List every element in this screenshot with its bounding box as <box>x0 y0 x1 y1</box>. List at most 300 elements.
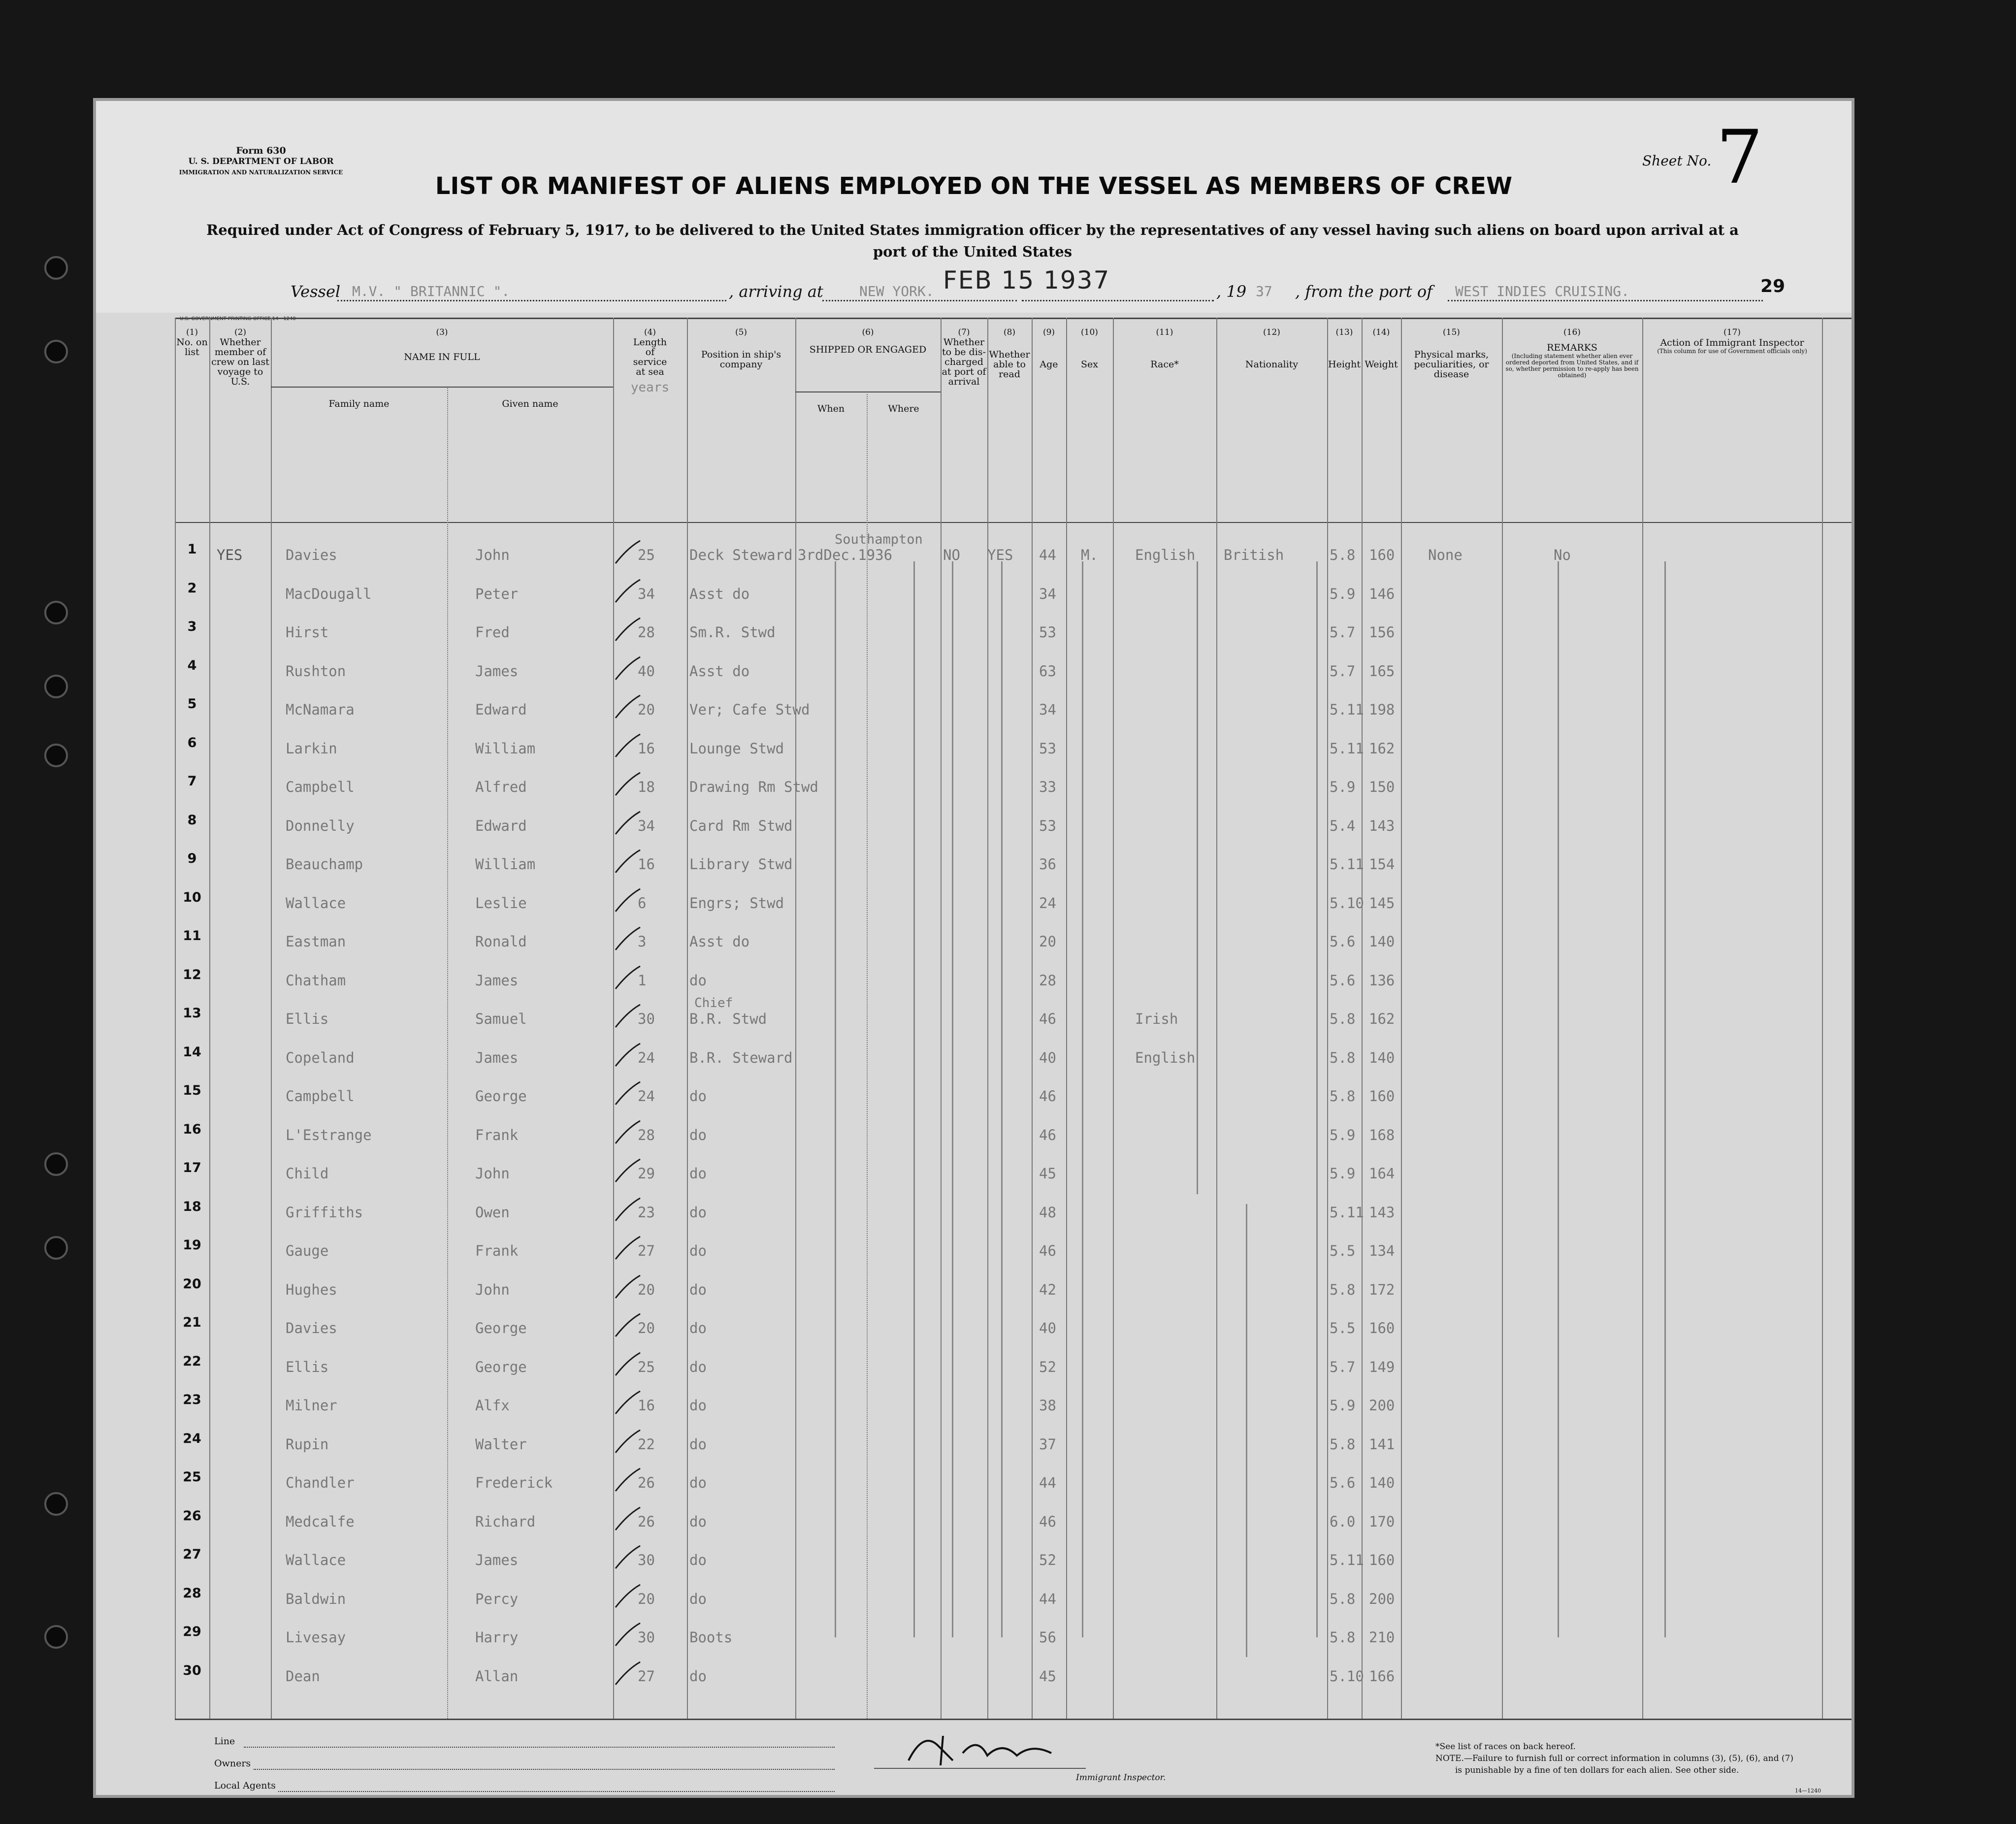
ditto-line <box>1082 561 1083 1637</box>
cell-given: William <box>475 856 536 873</box>
cell-age: 20 <box>1039 933 1056 950</box>
tally-mark <box>611 809 645 838</box>
header-col-9 <box>1032 327 1066 369</box>
cell-weight: 170 <box>1369 1513 1395 1530</box>
cell-given: Harry <box>475 1629 519 1646</box>
cell-family: Davies <box>286 1320 337 1336</box>
cell-family: Medcalfe <box>286 1513 355 1530</box>
cell-age: 40 <box>1039 1049 1056 1066</box>
ditto-line <box>1316 561 1318 1637</box>
tally-mark <box>611 924 645 954</box>
cell-height: 5.11 <box>1330 1204 1364 1221</box>
column-divider <box>1362 318 1363 1719</box>
signature-line <box>874 1768 1086 1769</box>
race-note: *See list of races on back hereof. <box>1435 1742 1576 1752</box>
cell-age: 52 <box>1039 1358 1056 1375</box>
line-label: Line <box>214 1736 235 1747</box>
cell-weight: 149 <box>1369 1358 1395 1375</box>
header-col-5-number: (5) <box>735 327 748 337</box>
header-col-7-text: Whether to be dis-charged at port of arrival <box>942 337 986 387</box>
cell-given: George <box>475 1358 527 1375</box>
cell-service: 25 <box>638 1358 655 1375</box>
header-col-4-unit: years <box>630 380 670 395</box>
cell-service: 25 <box>638 547 655 563</box>
row-number: 30 <box>183 1662 201 1678</box>
cell-given: Alfx <box>475 1397 510 1414</box>
page-number: 29 <box>1760 276 1786 296</box>
header-given-name-text: Given name <box>502 398 558 409</box>
subtitle-line-1: Required under Act of Congress of February 5, 1917, to be delivered to the United States immigration officer by the representatives of any vessel having such aliens on board upon arrival at a <box>206 222 1739 238</box>
cell-family: Donnelly <box>286 817 355 834</box>
cell-height: 5.11 <box>1330 740 1364 757</box>
cell-family: Eastman <box>286 933 346 950</box>
vessel-name: M.V. " BRITANNIC ". <box>352 283 510 299</box>
cell-family: Baldwin <box>286 1590 346 1607</box>
header-col-16-number: (16) <box>1563 327 1581 337</box>
vessel-label: Vessel <box>291 282 341 301</box>
cell-height: 5.8 <box>1330 1629 1356 1646</box>
cell-race: Irish <box>1135 1010 1178 1027</box>
cell-service: 28 <box>638 624 655 641</box>
row-number: 16 <box>183 1121 201 1137</box>
cell-family: Rupin <box>286 1435 329 1453</box>
cell-position: do <box>689 1165 707 1182</box>
cell-position: do <box>689 1320 707 1336</box>
cell-service: 3 <box>638 933 647 950</box>
cell-height: 5.7 <box>1330 662 1356 680</box>
tally-mark <box>611 1156 645 1186</box>
sheet-label: Sheet No. <box>1642 153 1712 169</box>
header-col-3-number: (3) <box>436 327 448 337</box>
cell-family: Livesay <box>286 1629 346 1646</box>
ditto-line <box>1664 561 1666 1637</box>
agents-dots <box>278 1791 835 1792</box>
cell-weight: 168 <box>1369 1126 1395 1143</box>
cell-family: L'Estrange <box>286 1126 372 1143</box>
header-col-11-text: Race* <box>1150 359 1179 370</box>
cell-weight: 156 <box>1369 624 1395 641</box>
cell-height: 5.8 <box>1330 1010 1356 1027</box>
cell-position: do <box>689 1590 707 1607</box>
date-stamp: FEB 15 1937 <box>943 266 1110 294</box>
header-col-1-text: No. on list <box>176 337 208 358</box>
cell-age: 48 <box>1039 1204 1056 1221</box>
tally-mark <box>611 1002 645 1031</box>
column-divider <box>1822 318 1823 1719</box>
cell-position: do <box>689 1358 707 1375</box>
tally-mark <box>611 615 645 645</box>
header-col-13 <box>1327 327 1362 369</box>
cell-height: 5.8 <box>1330 547 1356 563</box>
table-bottom-rule <box>175 1719 1852 1720</box>
row-number: 23 <box>183 1392 201 1407</box>
cell-weight: 162 <box>1369 1010 1395 1027</box>
ditto-line <box>913 561 915 1637</box>
cell-weight: 140 <box>1369 1049 1395 1066</box>
cell-position: Asst do <box>689 585 750 602</box>
row-number: 4 <box>187 657 197 673</box>
cell-race: English <box>1135 547 1196 563</box>
cell-weight: 140 <box>1369 933 1395 950</box>
tally-mark <box>611 1543 645 1572</box>
cell-family: Milner <box>286 1397 337 1414</box>
cell-service: 16 <box>638 856 655 873</box>
line-dots <box>244 1747 835 1748</box>
cell-height: 5.8 <box>1330 1281 1356 1298</box>
column-divider <box>1642 318 1643 1719</box>
cell-read: YES <box>987 547 1013 563</box>
cell-height: 5.10 <box>1330 1667 1364 1685</box>
tally-mark <box>611 886 645 915</box>
cell-age: 44 <box>1039 547 1056 563</box>
binder-hole <box>44 744 68 767</box>
cell-weight: 172 <box>1369 1281 1395 1298</box>
header-col-17-text: Action of Immigrant Inspector <box>1660 337 1804 348</box>
header-col-6-text: SHIPPED OR ENGAGED <box>809 344 927 355</box>
cell-service: 18 <box>638 779 655 795</box>
header-col-1 <box>175 327 209 357</box>
cell-weight: 162 <box>1369 740 1395 757</box>
cell-weight: 160 <box>1369 1552 1395 1568</box>
cell-position: do <box>689 972 707 989</box>
cell-service: 24 <box>638 1049 655 1066</box>
cell-given: James <box>475 662 519 680</box>
header-col-14-number: (14) <box>1372 327 1390 337</box>
row-number: 20 <box>183 1276 201 1292</box>
cell-family: Rushton <box>286 662 346 680</box>
cell-position: do <box>689 1474 707 1491</box>
cell-age: 53 <box>1039 740 1056 757</box>
header-col-4 <box>613 327 687 395</box>
cell-age: 56 <box>1039 1629 1056 1646</box>
ditto-line <box>1246 1204 1247 1657</box>
page-subtitle <box>185 219 1760 262</box>
cell-given: Ronald <box>475 933 527 950</box>
cell-age: 36 <box>1039 856 1056 873</box>
cell-given: John <box>475 1165 510 1182</box>
cell-given: John <box>475 547 510 563</box>
cell-family: Campbell <box>286 1088 355 1105</box>
local-agents-label: Local Agents <box>214 1780 276 1791</box>
header-col-8 <box>987 327 1032 379</box>
cell-family: Campbell <box>286 779 355 795</box>
ditto-line <box>952 561 953 1637</box>
header-col-12-number: (12) <box>1263 327 1280 337</box>
row-number: 19 <box>183 1238 201 1253</box>
cell-given: Frank <box>475 1126 519 1143</box>
tally-mark <box>611 1118 645 1147</box>
cell-height: 5.5 <box>1330 1320 1356 1336</box>
cell-family: Ellis <box>286 1358 329 1375</box>
tally-mark <box>611 1311 645 1340</box>
header-col-14-text: Weight <box>1365 359 1398 370</box>
cell-family: Davies <box>286 547 337 563</box>
cell-given: Alfred <box>475 779 527 795</box>
cell-height: 6.0 <box>1330 1513 1356 1530</box>
row-number: 3 <box>187 619 197 634</box>
cell-given: Walter <box>475 1435 527 1453</box>
tally-mark <box>611 654 645 684</box>
year-value: 37 <box>1256 283 1272 299</box>
row-number: 8 <box>187 812 197 828</box>
cell-given: Edward <box>475 701 527 718</box>
tally-mark <box>611 538 645 567</box>
cell-service: 28 <box>638 1126 655 1143</box>
binder-hole <box>44 1236 68 1260</box>
cell-position: Asst do <box>689 662 750 680</box>
cell-height: 5.6 <box>1330 1474 1356 1491</box>
cell-service: 30 <box>638 1552 655 1568</box>
cell-weight: 165 <box>1369 662 1395 680</box>
cell-age: 24 <box>1039 894 1056 912</box>
cell-given: Fred <box>475 624 510 641</box>
header-col-16-sub: (Including statement whether alien ever ordered deported from United States, and if so, whether permission to re-apply has been obtained) <box>1505 353 1639 379</box>
header-col-7 <box>941 327 987 387</box>
cell-family: Larkin <box>286 740 337 757</box>
cell-given: Allan <box>475 1667 519 1685</box>
tally-mark <box>611 1195 645 1225</box>
row-number: 22 <box>183 1353 201 1369</box>
cell-height: 5.9 <box>1330 1126 1356 1143</box>
cell-height: 5.4 <box>1330 817 1356 834</box>
cell-position: do <box>689 1552 707 1568</box>
cell-nationality: British <box>1224 547 1284 563</box>
owners-dots <box>254 1769 835 1770</box>
header-col-13-text: Height <box>1328 359 1361 370</box>
header-col-6-number: (6) <box>862 327 874 337</box>
penalty-note: NOTE.—Failure to furnish full or correct information in columns (3), (5), (6), and (7) <box>1435 1754 1793 1763</box>
cell-family: Griffiths <box>286 1204 363 1221</box>
binder-hole <box>44 675 68 698</box>
tally-mark <box>611 847 645 877</box>
header-col-11 <box>1113 327 1216 369</box>
cell-given: John <box>475 1281 510 1298</box>
cell-weight: 154 <box>1369 856 1395 873</box>
cell-height: 5.9 <box>1330 1397 1356 1414</box>
manifest-footer <box>96 1721 1852 1795</box>
row-number: 27 <box>183 1547 201 1562</box>
header-col-15-number: (15) <box>1443 327 1460 337</box>
cell-last-voyage: YES <box>217 547 243 563</box>
cell-family: Copeland <box>286 1049 355 1066</box>
row-number: 5 <box>187 696 197 712</box>
row-number: 10 <box>183 889 201 905</box>
cell-age: 53 <box>1039 817 1056 834</box>
arriving-port: NEW YORK. <box>859 283 934 299</box>
binder-hole <box>44 1625 68 1649</box>
cell-weight: 141 <box>1369 1435 1395 1453</box>
cell-position: do <box>689 1667 707 1685</box>
cell-weight: 140 <box>1369 1474 1395 1491</box>
crew-table <box>96 318 1852 1719</box>
cell-position: do <box>689 1397 707 1414</box>
header-col-10-text: Sex <box>1081 359 1098 370</box>
cell-height: 5.10 <box>1330 894 1364 912</box>
cell-weight: 150 <box>1369 779 1395 795</box>
cell-age: 37 <box>1039 1435 1056 1453</box>
cell-given: Samuel <box>475 1010 527 1027</box>
cell-family: Gauge <box>286 1242 329 1259</box>
ditto-line <box>1197 561 1198 1194</box>
cell-age: 52 <box>1039 1552 1056 1568</box>
row-number: 14 <box>183 1044 201 1060</box>
cell-age: 46 <box>1039 1242 1056 1259</box>
cell-height: 5.11 <box>1330 701 1364 718</box>
header-col-10-number: (10) <box>1081 327 1098 337</box>
ditto-line <box>835 561 836 1637</box>
column-divider <box>271 318 272 1719</box>
cell-family: Hughes <box>286 1281 337 1298</box>
cell-family: McNamara <box>286 701 355 718</box>
cell-position: Ver; Cafe Stwd <box>689 701 810 718</box>
cell-family: Beauchamp <box>286 856 363 873</box>
column-divider <box>987 318 988 1719</box>
header-col-15-text: Physical marks, peculiarities, or disease <box>1414 349 1489 380</box>
tally-mark <box>611 1041 645 1070</box>
tally-mark <box>611 1388 645 1418</box>
cell-position: B.R. Steward <box>689 1049 793 1066</box>
cell-service: 26 <box>638 1513 655 1530</box>
page-title: LIST OR MANIFEST OF ALIENS EMPLOYED ON THE VESSEL AS MEMBERS OF CREW <box>435 172 1513 200</box>
cell-sex: M. <box>1081 547 1098 563</box>
shipped-where-note: Southampton <box>835 532 923 547</box>
cell-given: Owen <box>475 1204 510 1221</box>
tally-mark <box>611 1659 645 1689</box>
row-number: 9 <box>187 851 197 866</box>
tally-mark <box>611 577 645 606</box>
header-col-8-text: Whether able to read <box>989 349 1030 380</box>
cell-family: Wallace <box>286 1552 346 1568</box>
cell-height: 5.9 <box>1330 779 1356 795</box>
tally-mark <box>611 1504 645 1534</box>
header-col-16 <box>1502 327 1642 379</box>
cell-age: 45 <box>1039 1667 1056 1685</box>
cell-given: James <box>475 1552 519 1568</box>
cell-age: 45 <box>1039 1165 1056 1182</box>
cell-family: MacDougall <box>286 585 372 602</box>
column-divider <box>941 318 942 1719</box>
cell-family: Chatham <box>286 972 346 989</box>
row-number: 21 <box>183 1315 201 1330</box>
cell-service: 34 <box>638 585 655 602</box>
year-label: , 19 <box>1216 282 1247 301</box>
cell-age: 44 <box>1039 1474 1056 1491</box>
cell-height: 5.7 <box>1330 624 1356 641</box>
from-label: , from the port of <box>1295 282 1433 301</box>
row-number: 17 <box>183 1160 201 1175</box>
cell-height: 5.6 <box>1330 933 1356 950</box>
column-divider <box>447 387 448 1719</box>
binder-hole <box>44 1492 68 1516</box>
cell-weight: 134 <box>1369 1242 1395 1259</box>
cell-given: Peter <box>475 585 519 602</box>
department: U. S. DEPARTMENT OF LABOR <box>188 157 334 166</box>
manifest-page <box>96 101 1852 1795</box>
tally-mark <box>611 692 645 722</box>
row-number: 13 <box>183 1006 201 1021</box>
cell-age: 46 <box>1039 1513 1056 1530</box>
cell-given: George <box>475 1088 527 1105</box>
header-when <box>795 404 867 414</box>
column-divider <box>1113 318 1114 1719</box>
row-number: 15 <box>183 1083 201 1098</box>
cell-weight: 146 <box>1369 585 1395 602</box>
vessel-dots <box>337 300 726 301</box>
header-col-5 <box>687 327 795 369</box>
cell-age: 44 <box>1039 1590 1056 1607</box>
cell-position: do <box>689 1513 707 1530</box>
cell-age: 46 <box>1039 1088 1056 1105</box>
tally-mark <box>611 1582 645 1611</box>
cell-weight: 200 <box>1369 1590 1395 1607</box>
cell-marks: None <box>1428 547 1463 563</box>
column-divider <box>1066 318 1067 1719</box>
cell-weight: 160 <box>1369 1320 1395 1336</box>
cell-position: do <box>689 1435 707 1453</box>
header-col-15 <box>1401 327 1502 379</box>
cell-age: 46 <box>1039 1010 1056 1027</box>
shipped-subrule <box>795 391 941 392</box>
cell-family: Chandler <box>286 1474 355 1491</box>
cell-discharged: NO <box>943 547 960 563</box>
tally-mark <box>611 1620 645 1650</box>
column-divider <box>1216 318 1217 1719</box>
cell-age: 53 <box>1039 624 1056 641</box>
row-number: 12 <box>183 967 201 982</box>
header-col-17-sub: (This column for use of Government officials only) <box>1657 348 1807 355</box>
cell-weight: 160 <box>1369 547 1395 563</box>
cell-position: do <box>689 1126 707 1143</box>
header-col-4-number: (4) <box>644 327 656 337</box>
penalty-note-cont: is punishable by a fine of ten dollars for each alien. See other side. <box>1455 1765 1739 1775</box>
cell-weight: 160 <box>1369 1088 1395 1105</box>
cell-service: 20 <box>638 1590 655 1607</box>
tally-mark <box>611 1272 645 1302</box>
cell-service: 30 <box>638 1010 655 1027</box>
header-col-10 <box>1066 327 1113 369</box>
cell-when: 3rdDec.1936 <box>798 547 893 563</box>
sheet-number: 7 <box>1716 115 1763 200</box>
header-col-2-number: (2) <box>234 327 247 337</box>
cell-given: George <box>475 1320 527 1336</box>
cell-family: Child <box>286 1165 329 1182</box>
form-code: 14—1240 <box>1795 1788 1821 1794</box>
column-divider <box>687 318 688 1719</box>
row-number: 25 <box>183 1469 201 1485</box>
cell-position: do <box>689 1088 707 1105</box>
header-col-6 <box>795 327 941 355</box>
cell-given: Percy <box>475 1590 519 1607</box>
from-port: WEST INDIES CRUISING. <box>1455 283 1630 299</box>
cell-position: Asst do <box>689 933 750 950</box>
column-divider <box>1327 318 1328 1719</box>
cell-weight: 143 <box>1369 817 1395 834</box>
header-col-9-text: Age <box>1040 359 1058 370</box>
cell-age: 33 <box>1039 779 1056 795</box>
cell-position: Drawing Rm Stwd <box>689 779 818 795</box>
cell-height: 5.9 <box>1330 585 1356 602</box>
column-divider <box>1032 318 1033 1719</box>
row-number: 7 <box>187 774 197 789</box>
tally-mark <box>611 731 645 761</box>
cell-given: James <box>475 972 519 989</box>
table-top-rule <box>175 318 1852 319</box>
cell-weight: 200 <box>1369 1397 1395 1414</box>
cell-position: Boots <box>689 1629 733 1646</box>
cell-weight: 143 <box>1369 1204 1395 1221</box>
cell-service: 20 <box>638 701 655 718</box>
binder-hole <box>44 256 68 280</box>
